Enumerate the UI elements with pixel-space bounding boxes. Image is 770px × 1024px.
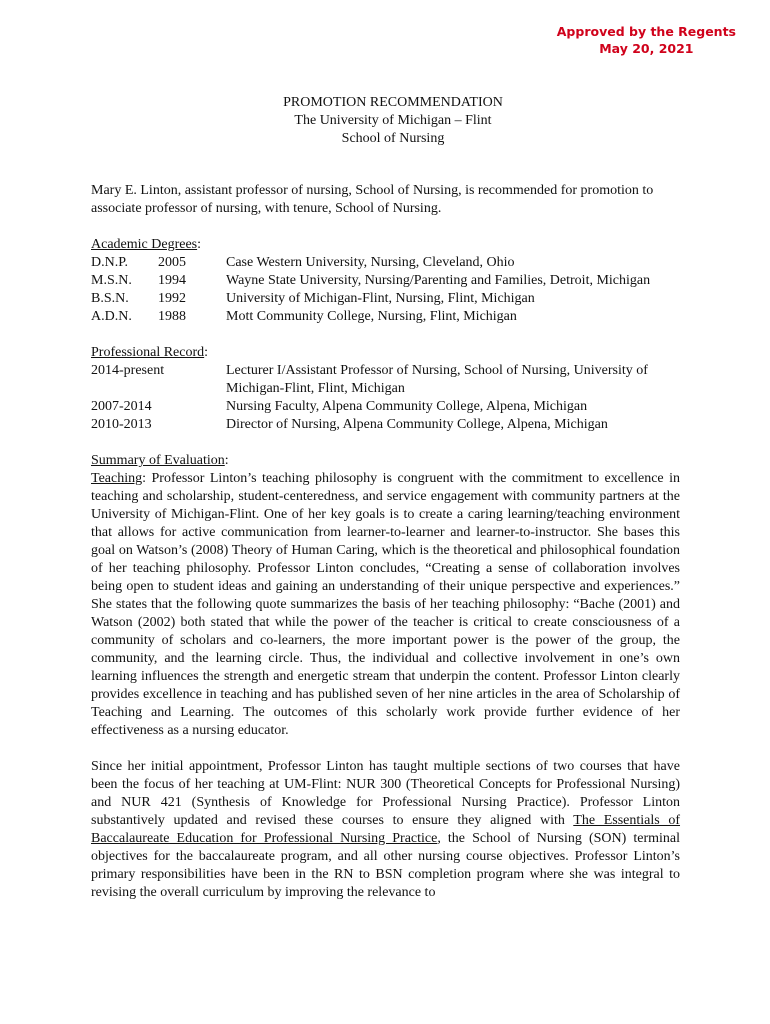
record-period: 2014-present xyxy=(91,363,165,378)
university-name: The University of Michigan – Flint xyxy=(294,113,492,128)
document-body xyxy=(91,182,680,902)
record-heading: Professional Record xyxy=(91,345,205,360)
record-period: 2007-2014 xyxy=(91,399,152,414)
document-header xyxy=(0,94,770,148)
degree-name: D.N.P. xyxy=(91,255,128,270)
degree-institution: University of Michigan-Flint, Nursing, Flint, Michigan xyxy=(226,291,535,306)
degree-institution: Wayne State University, Nursing/Parenting and Families, Detroit, Michigan xyxy=(226,273,651,288)
degree-year: 1988 xyxy=(158,309,186,324)
teaching-text: Professor Linton’s teaching philosophy is congruent with the commitment to excellence in teaching and scholarship, student-centeredness, and service engagement with community partners at the University of Michigan-Flint. One of her key goals is to create a caring learning/teaching environment that allows for active communication from learner-to-learner and learner-to-instructor. She bases this goal on Watson’s (2008) Theory of Human Caring, which is the theoretical and philosophical foundation of her teaching philosophy. Professor Linton concludes, “Creating a sense of collaboration involves being open to student ideas and gaining an understanding of their unique perspective and experiences.” She states that the following quote summarizes the basis of her teaching philosophy: “Bache (2001) and Watson (2002) both stated that while the power of the teacher is critical to create consciousness of a community of scholars and co-learners, the more important power is the power of the group, the community, and the learning circle. Thus, the individual and collective involvement in one’s own learning influences the strength and energetic stream that underpin the content. Professor Linton clearly provides excellence in teaching and has published seven of her nine articles in the area of Scholarship of Teaching and Learning. The outcomes of this scholarly work provide further evidence of her effectiveness as a nursing educator. xyxy=(91,471,681,738)
approval-stamp xyxy=(557,23,736,57)
academic-degrees-section: Academic Degrees: D.N.P. 2005 Case Western University, Nursing, Cleveland, Ohio M.S.N. 1994 Wayne State University, Nursing/Parenting and Families, Detroit, Michigan B.S.N. 1992 University of Michigan-Flint, Nursing, Flint, Michigan A.D.N. 1988 Mott Community College, Nursing, Flint, Michigan xyxy=(91,236,680,326)
teaching-label: Teaching xyxy=(91,471,143,486)
approval-line-1: Approved by the Regents xyxy=(556,24,736,39)
degree-row xyxy=(91,254,680,272)
teaching-paragraph: Teaching: Professor Linton’s teaching philosophy is congruent with the commitment to excellence in teaching and scholarship, student-centeredness, and service engagement with community partners at the University of Michigan-Flint. One of her key goals is to create a caring learning/teaching environment that allows for active communication from learner-to-learner and learner-to-instructor. She bases this goal on Watson’s (2008) Theory of Human Caring, which is the theoretical and philosophical foundation of her teaching philosophy. Professor Linton concludes, “Creating a sense of collaboration involves being open to student ideas and gaining an understanding of their unique perspective and experiences.” She states that the following quote summarizes the basis of her teaching philosophy: “Bache (2001) and Watson (2002) both stated that while the power of the teacher is critical to create consciousness of a community of scholars and co-learners, the more important power is the power of the group, the community, and the learning circle. Thus, the individual and collective involvement in one’s own learning influences the strength and energetic stream that underpin the content. Professor Linton clearly provides excellence in teaching and has published seven of her nine articles in the area of Scholarship of Teaching and Learning. The outcomes of this scholarly work provide further evidence of her effectiveness as a nursing educator. xyxy=(91,471,681,738)
evaluation-section: Summary of Evaluation: Teaching: Professor Linton’s teaching philosophy is congruent with the commitment to excellence in teaching and scholarship, student-centeredness, and service engagement with community partners at the University of Michigan-Flint. One of her key goals is to create a caring learning/teaching environment that allows for active communication from learner-to-learner and learner-to-instructor. She bases this goal on Watson’s (2008) Theory of Human Caring, which is the theoretical and philosophical foundation of her teaching philosophy. Professor Linton concludes, “Creating a sense of collaboration involves being open to student ideas and gaining an understanding of their unique perspective and experiences.” She states that the following quote summarizes the basis of her teaching philosophy: “Bache (2001) and Watson (2002) both stated that while the power of the teacher is critical to create consciousness of a community of scholars and co-learners, the more important power is the power of the group, the community, and the learning circle. Thus, the individual and collective involvement in one’s own learning influences the strength and energetic stream that underpin the content. Professor Linton clearly provides excellence in teaching and has published seven of her nine articles in the area of Scholarship of Teaching and Learning. The outcomes of this scholarly work provide further evidence of her effectiveness as a nursing educator. Since her initial appointment, Professor Linton has taught multiple sections of two courses that have been the focus of her teaching at UM-Flint: NUR 300 (Theoretical Concepts for Professional Nursing) and NUR 421 (Synthesis of Knowledge for Professional Nursing Practice). Professor Linton substantively updated and revised these courses to ensure they aligned with The Essentials of Baccalaureate Education for Professional Nursing Practice, the School of Nursing (SON) terminal objectives for the baccalaureate program, and all other nursing course objectives. Professor Linton’s primary responsibilities have been in the RN to BSN completion program where she was integral to revising the overall curriculum by improving the relevance to xyxy=(91,453,681,900)
degree-year: 1994 xyxy=(158,273,186,288)
essentials-document-title: The Essentials of Baccalaureate Education for Professional Nursing Practice xyxy=(91,813,681,846)
intro-paragraph: Mary E. Linton, assistant professor of nursing, School of Nursing, is recommended for promotion to associate professor of nursing, with tenure, School of Nursing. xyxy=(91,183,654,216)
record-position: Director of Nursing, Alpena Community College, Alpena, Michigan xyxy=(226,417,608,432)
document-title: PROMOTION RECOMMENDATION xyxy=(283,95,503,110)
evaluation-heading: Summary of Evaluation xyxy=(91,453,225,468)
degree-year: 2005 xyxy=(158,255,186,270)
degrees-heading: Academic Degrees xyxy=(91,237,198,252)
record-position: Nursing Faculty, Alpena Community College, Alpena, Michigan xyxy=(226,399,588,414)
courses-text-start: Since her initial appointment, Professor Linton has taught multiple sections of two courses that have been the focus of her teaching at UM-Flint: NUR 300 (Theoretical Concepts for Professional Nursing) and NUR 421 (Synthesis of Knowledge for Professional Nursing Practice). Professor Linton substantively updated and revised these courses to ensure they aligned with xyxy=(91,759,680,828)
record-period: 2010-2013 xyxy=(91,417,152,432)
courses-paragraph xyxy=(91,758,680,902)
degree-year: 1992 xyxy=(158,291,186,306)
degree-name: B.S.N. xyxy=(91,291,129,306)
record-row xyxy=(91,416,680,434)
degree-institution: Case Western University, Nursing, Cleveland, Ohio xyxy=(226,255,515,270)
record-row xyxy=(91,362,680,398)
degree-name: M.S.N. xyxy=(91,273,132,288)
courses-text-end: , the School of Nursing (SON) terminal objectives for the baccalaureate program, and all other nursing course objectives. Professor Linton’s primary responsibilities have been in the RN to BSN completion program where she was integral to revising the overall curriculum by improving the relevance to xyxy=(91,831,681,900)
professional-record-section: Professional Record: 2014-present Lecturer I/Assistant Professor of Nursing, School of Nursing, University of Michigan-Flint, Flint, Michigan 2007-2014 Nursing Faculty, Alpena Community College, Alpena, Michigan 2010-2013 Director of Nursing, Alpena Community College, Alpena, Michigan xyxy=(91,344,680,434)
degree-row xyxy=(91,290,680,308)
approval-date: May 20, 2021 xyxy=(599,41,694,56)
degree-name: A.D.N. xyxy=(91,309,132,324)
degree-institution: Mott Community College, Nursing, Flint, Michigan xyxy=(226,309,517,324)
degree-row xyxy=(91,308,680,326)
record-row xyxy=(91,398,680,416)
degree-row xyxy=(91,272,680,290)
record-position: Lecturer I/Assistant Professor of Nursing, School of Nursing, University of Michigan-Flint, Flint, Michigan xyxy=(226,363,648,396)
school-name: School of Nursing xyxy=(341,131,445,146)
